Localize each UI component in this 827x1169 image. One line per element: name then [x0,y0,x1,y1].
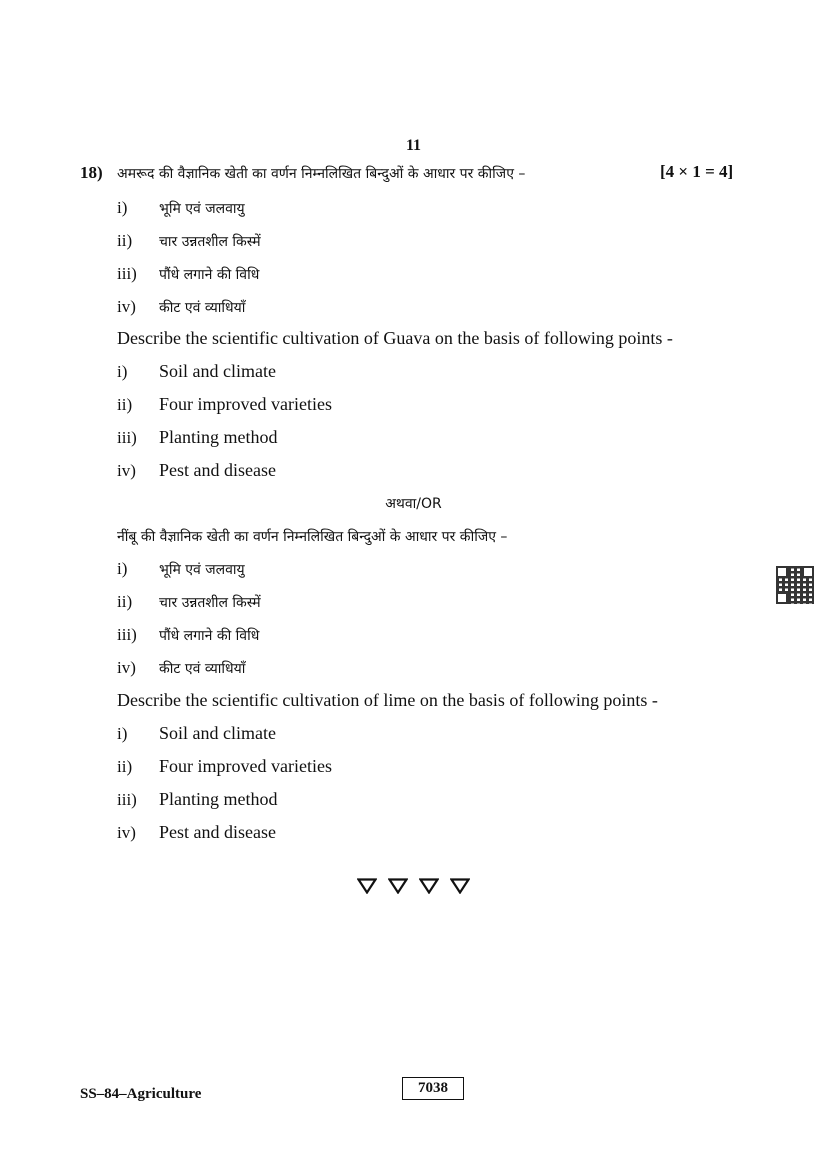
list-item: कीट एवं व्याधियाँ [159,661,246,677]
list-item: चार उन्नतशील किस्में [159,234,261,250]
alternative-english-prompt: Describe the scientific cultivation of lime on the basis of following points - [117,690,658,710]
page-number: 11 [405,137,422,154]
list-item-number: iv) [117,461,136,480]
list-item: Planting method [159,427,278,447]
list-item: पौंधे लगाने की विधि [159,267,260,283]
qr-code-icon [776,566,814,604]
end-of-paper-markers [0,878,827,898]
list-item-number: ii) [117,592,133,611]
list-item-number: iv) [117,658,136,677]
list-item: Soil and climate [159,361,276,381]
list-item: कीट एवं व्याधियाँ [159,300,246,316]
list-item: चार उन्नतशील किस्में [159,595,261,611]
list-item: भूमि एवं जलवायु [159,201,245,217]
alternative-hindi-prompt: नींबू की वैज्ञानिक खेती का वर्णन निम्नलिखित बिन्दुओं के आधार पर कीजिए – [117,529,508,545]
list-item-number: iii) [117,428,137,447]
question-number: 18) [80,163,103,182]
footer-subject-code: SS–84–Agriculture [80,1086,202,1102]
list-item-number: i) [117,559,128,578]
list-item: Soil and climate [159,723,276,743]
list-item: भूमि एवं जलवायु [159,562,245,578]
list-item-number: ii) [117,231,133,250]
triangle-down-icon [419,878,439,894]
list-item: Pest and disease [159,822,276,842]
question-hindi-prompt: अमरूद की वैज्ञानिक खेती का वर्णन निम्नलिखित बिन्दुओं के आधार पर कीजिए – [117,166,526,182]
list-item: Four improved varieties [159,394,332,414]
list-item: Four improved varieties [159,756,332,776]
list-item-number: iv) [117,823,136,842]
list-item-number: iii) [117,625,137,644]
triangle-down-icon [388,878,408,894]
list-item: Planting method [159,789,278,809]
list-item-number: i) [117,362,128,381]
or-separator: अथवा/OR [385,496,442,512]
list-item: Pest and disease [159,460,276,480]
list-item-number: iii) [117,264,137,283]
list-item-number: iv) [117,297,136,316]
list-item: पौंधे लगाने की विधि [159,628,260,644]
question-english-prompt: Describe the scientific cultivation of Guava on the basis of following points - [117,328,673,348]
triangle-down-icon [357,878,377,894]
list-item-number: ii) [117,395,133,414]
list-item-number: i) [117,724,128,743]
list-item-number: ii) [117,757,133,776]
triangle-down-icon [450,878,470,894]
list-item-number: i) [117,198,128,217]
question-marks: [4 × 1 = 4] [660,162,734,181]
footer-paper-code: 7038 [402,1077,464,1100]
list-item-number: iii) [117,790,137,809]
